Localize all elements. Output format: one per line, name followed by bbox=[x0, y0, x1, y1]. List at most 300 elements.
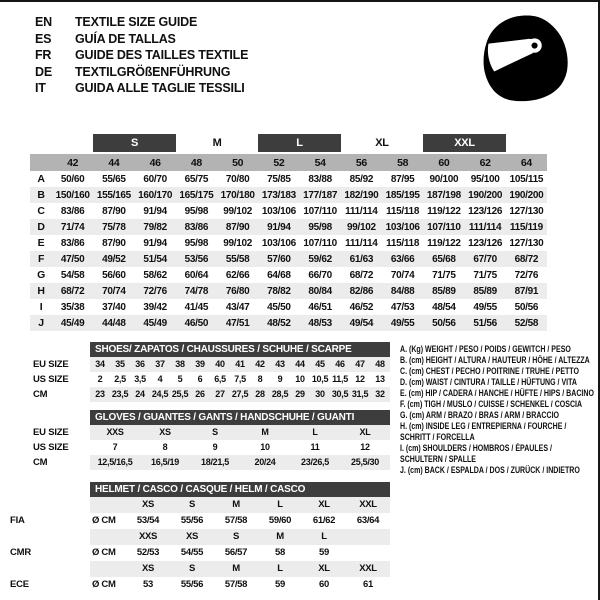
language-code: DE bbox=[35, 64, 52, 79]
measure-value: 83/86 bbox=[60, 205, 85, 217]
measure-value: 43/47 bbox=[225, 301, 250, 313]
size-group-M: M bbox=[176, 134, 259, 153]
measure-value: 37/40 bbox=[102, 301, 126, 313]
measure-value: 111/114 bbox=[465, 219, 506, 235]
measure-value: 95/100 bbox=[470, 173, 500, 185]
measure-value: 68/72 bbox=[349, 269, 374, 281]
numeric-size: 50 bbox=[217, 153, 258, 171]
helmet-values bbox=[90, 577, 390, 593]
gloves-table-value: 16,5/19 bbox=[151, 457, 179, 467]
shoes-table-value: 3,5 bbox=[134, 374, 146, 384]
shoes-table-value: 31,5 bbox=[351, 389, 369, 399]
measure-value: 119/122 bbox=[427, 237, 461, 249]
shoes-table-row-label: US SIZE bbox=[33, 374, 69, 385]
measure-value: 70/74 bbox=[93, 283, 134, 299]
measure-value: 66/70 bbox=[308, 269, 332, 281]
helmet-standard-ECE: ECE bbox=[10, 579, 29, 590]
legend-item-B bbox=[400, 355, 600, 366]
helmet-size-label: XL bbox=[318, 563, 330, 574]
measure-value: 83/86 bbox=[60, 237, 85, 249]
helmet-size-row bbox=[0, 529, 392, 545]
measure-value: 99/102 bbox=[223, 237, 253, 249]
gloves-table-value: L bbox=[312, 427, 318, 437]
shoes-table-value: 42 bbox=[255, 359, 265, 369]
helmet-value: 53/54 bbox=[136, 515, 160, 526]
legend-line: H. (cm) INSIDE LEG / ENTREPIERNA / FOURCHE / bbox=[400, 421, 567, 431]
page-header bbox=[0, 2, 598, 104]
shoes-table-value: 41 bbox=[235, 359, 245, 369]
measure-value: 68/72 bbox=[506, 251, 547, 267]
helmet-value: 52/53 bbox=[136, 547, 160, 558]
measure-value: 49/54 bbox=[341, 315, 382, 331]
shoes-table-value: 2 bbox=[97, 374, 103, 384]
measure-value: 103/106 bbox=[261, 205, 296, 217]
shoes-table-value: 6 bbox=[197, 374, 203, 384]
legend-line: A. (Kg) WEIGHT / PESO / POIDS / GEWITCH / PESO bbox=[400, 344, 571, 354]
helmet-size-label: XS bbox=[141, 499, 155, 510]
helmet-size-label: S bbox=[232, 531, 240, 542]
gloves-table-value: 9 bbox=[212, 442, 218, 452]
measure-row-B bbox=[30, 187, 547, 203]
measure-row-label: C bbox=[37, 205, 45, 217]
measure-value: 150/160 bbox=[52, 187, 93, 203]
shoes-table-value: 5 bbox=[177, 374, 183, 384]
legend-line: I. (cm) SHOULDERS / HOMBROS / ÉPAULES / bbox=[400, 443, 552, 453]
helmet-size-label: L bbox=[277, 499, 283, 510]
measure-value: 87/90 bbox=[102, 205, 126, 217]
legend-item-C bbox=[400, 366, 600, 377]
measure-value: 47/53 bbox=[390, 301, 415, 313]
measure-value: 185/195 bbox=[382, 187, 423, 203]
measure-row-I bbox=[30, 299, 547, 315]
measure-value: 123/126 bbox=[468, 237, 503, 249]
numeric-size: 48 bbox=[176, 153, 217, 171]
helmet-value: 60 bbox=[319, 579, 329, 590]
legend-item-H bbox=[400, 421, 600, 443]
language-row bbox=[35, 47, 248, 64]
shoes-table-value: 9 bbox=[277, 374, 283, 384]
language-row bbox=[35, 14, 248, 31]
measure-value: 48/52 bbox=[258, 315, 299, 331]
measure-value: 63/66 bbox=[382, 251, 423, 267]
measure-value: 87/90 bbox=[217, 219, 258, 235]
helmet-size-label: XL bbox=[318, 499, 330, 510]
gloves-table-row bbox=[0, 455, 392, 470]
shoes-table-value: 44 bbox=[295, 359, 305, 369]
measure-value: 62/66 bbox=[225, 269, 250, 281]
numeric-size: 42 bbox=[52, 153, 93, 171]
helmet-value: 53 bbox=[143, 579, 153, 590]
measure-value: 155/165 bbox=[93, 187, 134, 203]
legend-line: B. (cm) HEIGHT / ALTURA / HAUTEUR / HÖHE / ALTEZZA bbox=[400, 355, 590, 365]
shoes-table-value: 46 bbox=[335, 359, 345, 369]
measure-value: 95/98 bbox=[184, 205, 209, 217]
helmet-unit: Ø CM bbox=[92, 579, 116, 590]
measure-row-G bbox=[30, 267, 547, 283]
measure-value: 52/58 bbox=[506, 315, 547, 331]
measure-value: 182/190 bbox=[341, 187, 382, 203]
measure-value: 56/60 bbox=[102, 269, 126, 281]
measure-value: 115/118 bbox=[386, 237, 420, 249]
shoes-table-value: 43 bbox=[275, 359, 285, 369]
measure-value: 46/51 bbox=[308, 301, 332, 313]
measure-value: 170/180 bbox=[217, 187, 258, 203]
helmet-size-label: L bbox=[321, 531, 327, 542]
measure-value: 187/198 bbox=[423, 187, 464, 203]
measure-value: 75/85 bbox=[267, 173, 291, 185]
shoes-table-value: 2,5 bbox=[114, 374, 126, 384]
helmet-size-row-spacer bbox=[0, 561, 90, 577]
helmet-value: 55/56 bbox=[180, 579, 204, 590]
measure-value: 76/80 bbox=[217, 283, 258, 299]
measure-value: 55/65 bbox=[102, 173, 126, 185]
helmet-standard-CMR: CMR bbox=[10, 547, 32, 558]
measure-value: 85/89 bbox=[423, 283, 464, 299]
helmet-value-row bbox=[0, 577, 392, 593]
measure-value: 49/55 bbox=[473, 301, 497, 313]
gloves-table-value: 11 bbox=[310, 442, 320, 452]
helmet-sizes bbox=[90, 561, 390, 577]
language-label: GUÍA DE TALLAS bbox=[75, 31, 176, 46]
helmet-size-label: L bbox=[277, 563, 283, 574]
numeric-row-label-cell bbox=[30, 153, 52, 171]
helmet-unit: Ø CM bbox=[92, 515, 116, 526]
shoes-table-value: 28 bbox=[255, 389, 265, 399]
size-col-42-spacer bbox=[52, 134, 93, 153]
measure-row-label: J bbox=[30, 315, 52, 331]
measure-row-J bbox=[30, 315, 547, 331]
shoes-table-value: 30,5 bbox=[331, 389, 349, 399]
language-row bbox=[35, 64, 248, 81]
helmet-size-row-spacer bbox=[0, 529, 90, 545]
language-row bbox=[35, 80, 248, 97]
helmet-unit: Ø CM bbox=[92, 547, 116, 558]
measure-value: 65/75 bbox=[184, 173, 209, 185]
shoes-table bbox=[0, 342, 392, 402]
helmet-unit-spacer bbox=[90, 561, 126, 577]
helmet-values bbox=[90, 513, 390, 529]
shoes-table-value: 23 bbox=[95, 389, 105, 399]
measure-value: 50/56 bbox=[514, 301, 539, 313]
measure-value: 68/72 bbox=[52, 283, 93, 299]
measure-value: 83/86 bbox=[176, 219, 217, 235]
measure-value: 78/82 bbox=[258, 283, 299, 299]
shoes-table-row bbox=[0, 387, 392, 402]
measure-value: 87/91 bbox=[506, 283, 547, 299]
helmet-value: 61/62 bbox=[312, 515, 336, 526]
measure-row-label: E bbox=[37, 237, 45, 249]
measure-row-label: F bbox=[30, 251, 52, 267]
shoes-table-value: 12 bbox=[355, 374, 365, 384]
measure-row-F bbox=[30, 251, 547, 267]
section-gap bbox=[0, 470, 392, 482]
legend-item-J bbox=[400, 465, 600, 476]
helmet-table bbox=[0, 482, 392, 593]
measure-value: 85/92 bbox=[349, 173, 374, 185]
measure-value: 107/110 bbox=[303, 205, 337, 217]
legend-item-E bbox=[400, 388, 600, 399]
shoes-table-value: 8 bbox=[257, 374, 263, 384]
numeric-size: 44 bbox=[93, 153, 134, 171]
gloves-table-row bbox=[0, 440, 392, 455]
racing-helmet-icon bbox=[476, 12, 572, 104]
legend-line: SCHRITT / FORCELLA bbox=[400, 432, 475, 442]
measure-value: 75/78 bbox=[93, 219, 134, 235]
measure-value: 48/54 bbox=[432, 301, 456, 313]
shoes-table-value: 40 bbox=[215, 359, 225, 369]
language-label: TEXTILE SIZE GUIDE bbox=[75, 15, 198, 29]
legend-line: E. (cm) HIP / CADERA / HANCHE / HÜFTE / HIPS / BACINO bbox=[400, 388, 594, 398]
helmet-value: 57/58 bbox=[224, 579, 248, 590]
helmet-size-label: XXL bbox=[359, 499, 377, 510]
helmet-value: 61 bbox=[363, 579, 373, 590]
measure-value: 49/52 bbox=[93, 251, 134, 267]
measure-value: 45/50 bbox=[267, 301, 291, 313]
numeric-size: 58 bbox=[382, 153, 423, 171]
measure-value: 64/68 bbox=[267, 269, 291, 281]
measure-value: 51/54 bbox=[135, 251, 176, 267]
helmet-unit-spacer bbox=[90, 529, 126, 545]
shoes-table-row-label: EU SIZE bbox=[33, 359, 69, 370]
measure-value: 45/49 bbox=[135, 315, 176, 331]
shoes-table-value: 47 bbox=[355, 359, 365, 369]
measure-value: 173/183 bbox=[258, 187, 299, 203]
measure-value: 35/38 bbox=[60, 301, 85, 313]
size-group-XL: XL bbox=[341, 134, 424, 153]
language-code: EN bbox=[35, 15, 52, 29]
measure-row-label: B bbox=[30, 187, 52, 203]
helmet-size-label: XS bbox=[185, 531, 199, 542]
helmet-size-label: S bbox=[188, 563, 196, 574]
measure-value: 80/84 bbox=[300, 283, 341, 299]
measure-value: 71/75 bbox=[432, 269, 456, 281]
measure-value: 59/62 bbox=[300, 251, 341, 267]
shoes-table-row bbox=[0, 372, 392, 387]
measure-value: 105/115 bbox=[509, 173, 544, 185]
measure-value: 48/53 bbox=[300, 315, 341, 331]
helmet-size-label: M bbox=[232, 499, 240, 510]
measure-value: 87/95 bbox=[390, 173, 415, 185]
helmet-value bbox=[346, 545, 390, 561]
measure-value: 60/64 bbox=[184, 269, 209, 281]
shoes-table-value: 25,5 bbox=[171, 389, 189, 399]
textile-size-table bbox=[30, 134, 547, 331]
measure-value: 51/56 bbox=[465, 315, 506, 331]
shoes-table-value: 39 bbox=[195, 359, 205, 369]
measure-value: 91/94 bbox=[143, 205, 167, 217]
measure-value: 111/114 bbox=[345, 205, 378, 217]
helmet-size-label: XXS bbox=[138, 531, 158, 542]
measure-row-D bbox=[30, 219, 547, 235]
shoes-table-values bbox=[90, 357, 390, 372]
shoes-table-value: 48 bbox=[375, 359, 385, 369]
measure-value: 103/106 bbox=[382, 219, 423, 235]
size-group-S: S bbox=[93, 134, 176, 153]
helmet-size-row-spacer bbox=[0, 497, 90, 513]
measure-value: 65/68 bbox=[423, 251, 464, 267]
legend-item-I bbox=[400, 443, 600, 465]
shoes-table-value: 37 bbox=[155, 359, 165, 369]
measure-value: 190/200 bbox=[506, 187, 547, 203]
helmet-sizes bbox=[90, 529, 390, 545]
gloves-table-value: 20/24 bbox=[254, 457, 276, 467]
shoes-table-value: 36 bbox=[135, 359, 145, 369]
helmet-values bbox=[90, 545, 390, 561]
measure-value: 127/130 bbox=[509, 205, 544, 217]
measure-value: 58/62 bbox=[143, 269, 167, 281]
measure-row-label: D bbox=[30, 219, 52, 235]
measure-value: 44/48 bbox=[93, 315, 134, 331]
measure-value: 111/114 bbox=[345, 237, 378, 249]
shoes-table-values bbox=[90, 387, 390, 402]
measure-value: 91/94 bbox=[258, 219, 299, 235]
helmet-standard-FIA: FIA bbox=[10, 515, 25, 526]
legend-line: G. (cm) ARM / BRAZO / BRAS / ARM / BRACCIO bbox=[400, 410, 559, 420]
measure-value: 49/55 bbox=[382, 315, 423, 331]
measure-value: 82/86 bbox=[341, 283, 382, 299]
legend-line: D. (cm) WAIST / CINTURA / TAILLE / HÜFTUNG / VITA bbox=[400, 377, 577, 387]
measure-value: 115/119 bbox=[506, 219, 547, 235]
shoes-table-value: 28,5 bbox=[271, 389, 289, 399]
legend-line: C. (cm) CHEST / PECHO / POITRINE / TRUHE / PETTO bbox=[400, 366, 579, 376]
measure-row-E bbox=[30, 235, 547, 251]
measure-value: 47/50 bbox=[52, 251, 93, 267]
measure-value: 107/110 bbox=[303, 237, 337, 249]
shoes-table-value: 23,5 bbox=[111, 389, 129, 399]
textile-size-table-body bbox=[30, 134, 547, 331]
language-code: FR bbox=[35, 48, 52, 62]
measure-value: 46/50 bbox=[176, 315, 217, 331]
lower-section bbox=[0, 342, 598, 593]
gloves-table-value: 10 bbox=[260, 442, 270, 452]
gloves-table-value: 12 bbox=[360, 442, 370, 452]
gloves-table-value: XS bbox=[159, 427, 171, 437]
language-label: GUIDE DES TAILLES TEXTILE bbox=[75, 48, 249, 62]
measure-value: 46/52 bbox=[349, 301, 374, 313]
shoes-table-value: 30 bbox=[315, 389, 325, 399]
legend-item-A bbox=[400, 344, 600, 355]
size-col-64-spacer bbox=[506, 134, 547, 153]
gloves-table-value: 7 bbox=[112, 442, 118, 452]
measure-row-label: H bbox=[30, 283, 52, 299]
helmet-value: 58 bbox=[275, 547, 285, 558]
legend-item-G bbox=[400, 410, 600, 421]
gloves-table bbox=[0, 410, 392, 470]
measure-value: 47/51 bbox=[217, 315, 258, 331]
shoes-table-title: SHOES/ ZAPATOS / CHAUSSURES / SCHUHE / SCARPE bbox=[90, 342, 390, 357]
shoes-table-value: 13 bbox=[375, 374, 385, 384]
measure-value: 57/60 bbox=[258, 251, 299, 267]
measure-value: 50/60 bbox=[60, 173, 85, 185]
numeric-size: 56 bbox=[341, 153, 382, 171]
shoes-table-value: 26 bbox=[195, 389, 205, 399]
helmet-value: 59/60 bbox=[268, 515, 292, 526]
legend-item-F bbox=[400, 399, 600, 410]
measure-value: 99/102 bbox=[223, 205, 253, 217]
gloves-table-value: XXS bbox=[106, 427, 124, 437]
helmet-value: 54/55 bbox=[180, 547, 204, 558]
measure-value: 83/88 bbox=[308, 173, 332, 185]
measure-value: 99/102 bbox=[341, 219, 382, 235]
gloves-table-value: M bbox=[261, 427, 269, 437]
measure-value: 177/187 bbox=[300, 187, 341, 203]
measure-value: 71/75 bbox=[473, 269, 497, 281]
shoes-table-value: 32 bbox=[375, 389, 385, 399]
measure-value: 70/74 bbox=[390, 269, 415, 281]
helmet-size-row bbox=[0, 561, 392, 577]
shoes-table-row-label: CM bbox=[33, 389, 48, 400]
legend-line: J. (cm) BACK / ESPALDA / DOS / ZURÜCK / INDIETRO bbox=[400, 465, 580, 475]
measure-value: 50/56 bbox=[423, 315, 464, 331]
language-list bbox=[35, 14, 248, 97]
gloves-table-row bbox=[0, 425, 392, 440]
shoes-table-value: 34 bbox=[95, 359, 105, 369]
measure-value: 90/100 bbox=[429, 173, 459, 185]
shoes-table-value: 7,5 bbox=[234, 374, 246, 384]
shoes-table-value: 24,5 bbox=[151, 389, 169, 399]
measure-value: 95/98 bbox=[184, 237, 209, 249]
measure-value: 74/78 bbox=[176, 283, 217, 299]
shoes-table-value: 27 bbox=[215, 389, 225, 399]
measure-value: 72/76 bbox=[135, 283, 176, 299]
measure-row-H bbox=[30, 283, 547, 299]
language-code: ES bbox=[35, 31, 52, 46]
measure-value: 103/106 bbox=[261, 237, 296, 249]
helmet-value: 56/57 bbox=[224, 547, 248, 558]
measure-value: 190/200 bbox=[465, 187, 506, 203]
gloves-table-values bbox=[90, 455, 390, 470]
gloves-table-row-label: CM bbox=[33, 457, 48, 468]
language-label: TEXTILGRÖßENFÜHRUNG bbox=[75, 64, 231, 79]
corner-cell bbox=[30, 134, 52, 153]
section-gap bbox=[0, 402, 392, 410]
shoes-table-value: 27,5 bbox=[231, 389, 249, 399]
numeric-size: 54 bbox=[300, 153, 341, 171]
measure-value: 127/130 bbox=[509, 237, 544, 249]
gloves-table-title: GLOVES / GUANTES / GANTS / HANDSCHUHE / GUANTI bbox=[90, 410, 390, 425]
gloves-table-row-label: US SIZE bbox=[33, 442, 69, 453]
shoes-table-value: 35 bbox=[115, 359, 125, 369]
measure-row-label: G bbox=[37, 269, 45, 281]
racing-helmet-icon-svg bbox=[476, 12, 572, 104]
helmet-size-row bbox=[0, 497, 392, 513]
gloves-table-value: 25,5/30 bbox=[351, 457, 379, 467]
numeric-size-row bbox=[30, 153, 547, 171]
measure-value: 84/88 bbox=[382, 283, 423, 299]
gloves-table-value: 18/21,5 bbox=[201, 457, 229, 467]
legend-line: SCHULTERN / SPALLE bbox=[400, 454, 476, 464]
measure-value: 91/94 bbox=[143, 237, 167, 249]
shoes-table-value: 4 bbox=[157, 374, 163, 384]
shoes-table-value: 29 bbox=[295, 389, 305, 399]
helmet-value-row bbox=[0, 513, 392, 529]
helmet-value: 57/58 bbox=[224, 515, 248, 526]
helmet-size-label bbox=[346, 529, 390, 545]
legend-line: F. (cm) TIGH / MUSLO / CUISSE / SCHENKEL / COSCIA bbox=[400, 399, 583, 409]
measure-value: 165/175 bbox=[176, 187, 217, 203]
numeric-size: 60 bbox=[423, 153, 464, 171]
measure-value: 39/42 bbox=[143, 301, 167, 313]
measure-value: 160/170 bbox=[135, 187, 176, 203]
gloves-table-value: 8 bbox=[162, 442, 168, 452]
shoes-table-value: 11,5 bbox=[332, 374, 348, 384]
gloves-table-value: S bbox=[212, 427, 218, 437]
gloves-table-values bbox=[90, 440, 390, 455]
measure-value: 107/110 bbox=[423, 219, 464, 235]
helmet-size-label: XXL bbox=[359, 563, 377, 574]
shoes-table-row bbox=[0, 357, 392, 372]
measure-value: 72/76 bbox=[514, 269, 539, 281]
